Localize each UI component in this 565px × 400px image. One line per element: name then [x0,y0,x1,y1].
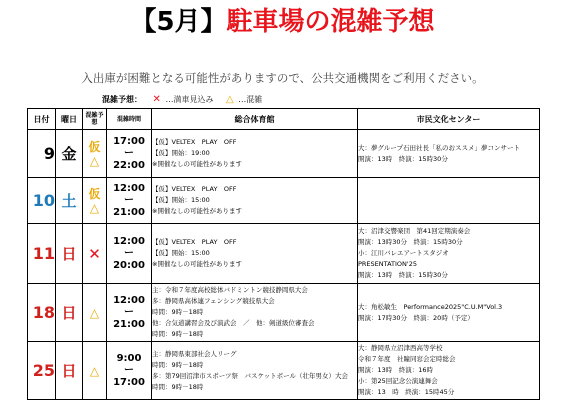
row-gym-events [152,130,358,178]
culture-event-line: 小：第25回記念公演連舞会 [358,377,438,385]
time-end: 22:00 [113,159,145,171]
gym-event-line: 多：静岡県高体連フェンシング競技県大会 [152,297,275,305]
gym-event-line: 時間：9時－18時 [152,330,204,338]
legend-triangle-text: …混雑 [238,95,263,104]
gym-event-line: 【仮】開始：19:00 [152,149,210,157]
schedule-table [27,108,540,400]
row-time [107,342,152,400]
congestion-legend [102,94,262,105]
gym-event-line: 主：令和７年度高校総体バドミントン競技静岡県大会 [152,286,308,294]
culture-event-line: 開演：13 時 終演：15時45分 [358,388,455,396]
culture-event-line: 開演：13時 終演：16時 [358,366,434,374]
header-forecast: 混雑予想 [83,109,107,130]
culture-event-line: 開演：13時 終演：15時30分 [358,154,448,163]
row-time [107,178,152,224]
triangle-icon: △ [89,200,100,215]
gym-event-line: ※開催なしの可能性があります [152,260,242,268]
culture-event-line: 令和７年度 社瞳同窓会定時総会 [358,355,456,363]
row-gym-events [152,224,358,284]
row-forecast [83,342,107,400]
time-end: 17:00 [113,376,145,388]
row-culture-events [358,224,540,284]
row-culture-events [358,130,540,178]
gym-event-line: ※開催なしの可能性があります [152,160,242,168]
gym-event-line: 主：静岡県東部社会人リーグ [152,349,237,358]
culture-event-line: 開演：13時 終演：15時30分 [358,271,448,279]
culture-event-line: 大：静岡県立沼津西高等学校 [358,344,443,352]
table-row [28,130,540,178]
header-date: 日付 [28,109,56,130]
table-row [28,342,540,400]
row-forecast [83,178,107,224]
culture-event-line: 大：沼津交響楽団 第41回定期演奏会 [358,227,471,235]
gym-event-line: 時間：9時－18時 [152,360,204,369]
tentative-mark: 仮 [88,186,101,201]
row-date: 25 [28,342,56,400]
table-row [28,178,540,224]
culture-event-line: PRESENTATION'25 [358,260,417,268]
gym-event-line: 【仮】VELTEX PLAY OFF [152,138,237,146]
gym-event-line: 時間：9時－18時 [152,308,204,316]
triangle-icon: △ [89,305,100,320]
table-row [28,284,540,342]
row-time [107,224,152,284]
triangle-icon: △ [89,363,100,378]
header-gym: 総合体育館 [152,109,358,130]
tentative-mark: 仮 [88,139,101,154]
time-separator: ー [124,247,134,259]
row-forecast [83,224,107,284]
row-date: 11 [28,224,56,284]
triangle-icon: △ [226,94,234,105]
row-dow: 日 [56,224,83,284]
gym-event-line: 【仮】開始：15:00 [152,196,210,204]
title-month: 【5月】 [130,7,227,37]
page-title [0,2,565,42]
time-separator: ー [124,364,134,376]
gym-event-line: 他：合気道講習会及び演武会 ／ 他：剣道級位審査会 [152,319,315,327]
gym-event-line: 【仮】VELTEX PLAY OFF [152,238,237,246]
time-start: 12:00 [113,294,145,306]
subtitle-notice: 入出庫が困難となる可能性がありますので、公共交通機関をご利用ください。 [81,71,484,85]
row-dow: 土 [56,178,83,224]
row-forecast [83,130,107,178]
time-separator: ー [124,306,134,318]
time-end: 21:00 [113,206,145,218]
row-culture-events [358,342,540,400]
row-date: 10 [28,178,56,224]
culture-event-line: 小：江川バレエアートスタジオ [358,249,449,257]
gym-event-line: 多：第79回沼津市スポーツ祭 バスケットボール（壮年男女）大会 [152,371,349,380]
cross-icon: ✕ [152,94,161,105]
row-culture-events [358,178,540,224]
gym-event-line: 時間：9時－18時 [152,382,204,391]
row-dow: 日 [56,284,83,342]
header-time: 混雑時間 [107,109,152,130]
time-separator: ー [124,194,134,206]
gym-event-line: 【仮】VELTEX PLAY OFF [152,185,237,193]
time-end: 20:00 [113,259,145,271]
row-time [107,130,152,178]
culture-event-line: 開演：17時30分 終演：20時（予定） [358,313,474,322]
row-dow: 金 [56,130,83,178]
legend-cross-text: …満車見込み [165,95,214,104]
gym-event-line: 【仮】開始：15:00 [152,249,210,257]
row-date: 9 [28,130,56,178]
triangle-icon: △ [89,153,100,168]
row-gym-events [152,284,358,342]
header-culture: 市民文化センター [358,109,540,130]
time-separator: ー [124,147,134,159]
row-time [107,284,152,342]
row-dow: 日 [56,342,83,400]
culture-event-line: 大：角松敏生 Performance2025"C.U.M"Vol.3 [358,302,503,311]
cross-icon: ✕ [88,244,101,263]
row-gym-events [152,342,358,400]
culture-event-line: 開演：13時30分 終演：15時30分 [358,238,463,246]
row-date: 18 [28,284,56,342]
time-start: 12:00 [113,182,145,194]
time-end: 21:00 [113,318,145,330]
row-culture-events [358,284,540,342]
time-start: 12:00 [113,235,145,247]
time-start: 17:00 [113,135,145,147]
culture-event-line: 大：夢グループ石田社長「私のおススメ」夢コンサート [358,143,520,152]
table-header-row [28,109,540,130]
title-main: 駐車場の混雑予想 [226,7,435,37]
header-dow: 曜日 [56,109,83,130]
gym-event-line: ※開催なしの可能性があります [152,207,242,215]
legend-label: 混雑予想： [102,95,142,104]
row-gym-events [152,178,358,224]
table-row [28,224,540,284]
time-start: 9:00 [116,352,142,364]
row-forecast [83,284,107,342]
